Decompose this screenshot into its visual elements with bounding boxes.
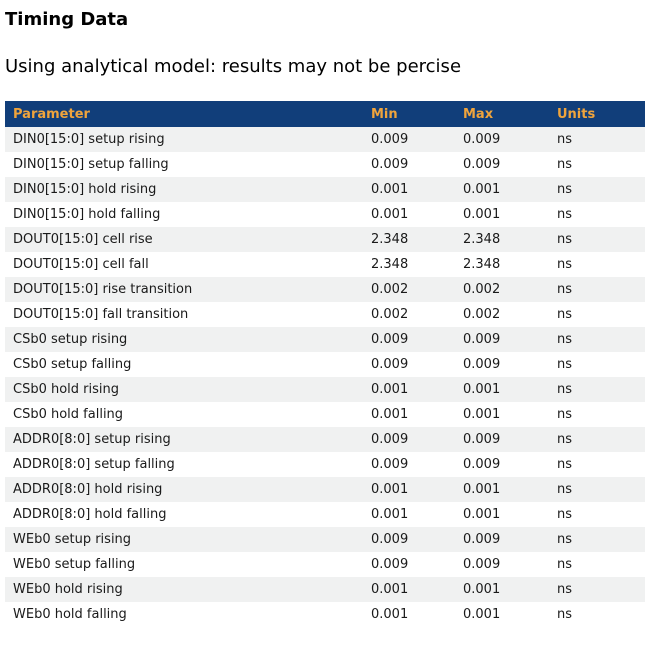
cell-parameter: DOUT0[15:0] fall transition — [13, 307, 189, 322]
table-row — [5, 377, 645, 402]
cell-units: ns — [557, 282, 573, 297]
cell-max: 0.001 — [463, 182, 501, 197]
cell-units: ns — [557, 582, 573, 597]
cell-min: 0.009 — [371, 157, 409, 172]
cell-min: 0.009 — [371, 457, 409, 472]
cell-max: 0.009 — [463, 332, 501, 347]
cell-parameter: ADDR0[8:0] hold rising — [13, 482, 163, 497]
cell-units: ns — [557, 207, 573, 222]
cell-units: ns — [557, 407, 573, 422]
page-title: Timing Data — [5, 9, 129, 30]
cell-min: 0.002 — [371, 307, 409, 322]
cell-parameter: ADDR0[8:0] hold falling — [13, 507, 167, 522]
table-header-row — [5, 101, 645, 127]
cell-parameter: DIN0[15:0] setup falling — [13, 157, 169, 172]
cell-max: 0.001 — [463, 482, 501, 497]
column-header-max: Max — [455, 101, 549, 127]
table-row — [5, 277, 645, 302]
column-header-min: Min — [363, 101, 455, 127]
cell-units: ns — [557, 332, 573, 347]
cell-parameter: DOUT0[15:0] rise transition — [13, 282, 193, 297]
cell-parameter: DIN0[15:0] hold falling — [13, 207, 161, 222]
cell-max: 0.001 — [463, 407, 501, 422]
cell-min: 0.009 — [371, 332, 409, 347]
table-row — [5, 452, 645, 477]
cell-max: 2.348 — [463, 257, 501, 272]
cell-max: 0.009 — [463, 157, 501, 172]
table-row — [5, 177, 645, 202]
table-row — [5, 527, 645, 552]
cell-parameter: WEb0 hold rising — [13, 582, 123, 597]
table-row — [5, 427, 645, 452]
table-row — [5, 402, 645, 427]
timing-table — [5, 101, 645, 627]
cell-units: ns — [557, 507, 573, 522]
table-row — [5, 227, 645, 252]
cell-parameter: CSb0 hold rising — [13, 382, 120, 397]
cell-max: 0.001 — [463, 607, 501, 622]
cell-units: ns — [557, 482, 573, 497]
table-row — [5, 577, 645, 602]
cell-max: 0.009 — [463, 357, 501, 372]
cell-min: 0.001 — [371, 382, 409, 397]
table-row — [5, 127, 645, 152]
table-body — [5, 127, 645, 627]
cell-min: 0.001 — [371, 207, 409, 222]
column-header-units: Units — [549, 101, 645, 127]
cell-min: 0.002 — [371, 282, 409, 297]
cell-parameter: ADDR0[8:0] setup falling — [13, 457, 175, 472]
cell-max: 0.001 — [463, 582, 501, 597]
cell-max: 0.002 — [463, 307, 501, 322]
table-row — [5, 502, 645, 527]
cell-units: ns — [557, 432, 573, 447]
cell-units: ns — [557, 257, 573, 272]
cell-parameter: ADDR0[8:0] setup rising — [13, 432, 171, 447]
cell-max: 0.002 — [463, 282, 501, 297]
cell-max: 0.001 — [463, 382, 501, 397]
cell-min: 0.001 — [371, 607, 409, 622]
cell-min: 0.009 — [371, 557, 409, 572]
cell-units: ns — [557, 557, 573, 572]
cell-parameter: DIN0[15:0] setup rising — [13, 132, 165, 147]
cell-max: 0.009 — [463, 132, 501, 147]
cell-units: ns — [557, 232, 573, 247]
cell-max: 0.009 — [463, 457, 501, 472]
cell-parameter: WEb0 hold falling — [13, 607, 127, 622]
cell-units: ns — [557, 132, 573, 147]
table-row — [5, 252, 645, 277]
table-row — [5, 552, 645, 577]
cell-units: ns — [557, 157, 573, 172]
column-header-parameter: Parameter — [5, 101, 363, 127]
cell-units: ns — [557, 357, 573, 372]
cell-parameter: DIN0[15:0] hold rising — [13, 182, 157, 197]
table-row — [5, 152, 645, 177]
cell-min: 0.001 — [371, 507, 409, 522]
cell-units: ns — [557, 182, 573, 197]
timing-report-page — [0, 9, 650, 627]
cell-min: 0.001 — [371, 407, 409, 422]
cell-min: 2.348 — [371, 257, 409, 272]
table-row — [5, 352, 645, 377]
cell-max: 0.009 — [463, 532, 501, 547]
table-row — [5, 602, 645, 627]
table-header — [5, 101, 645, 127]
cell-units: ns — [557, 532, 573, 547]
table-row — [5, 302, 645, 327]
page-subtitle: Using analytical model: results may not be percise — [5, 56, 462, 77]
cell-min: 0.009 — [371, 532, 409, 547]
cell-min: 0.009 — [371, 132, 409, 147]
cell-min: 0.009 — [371, 357, 409, 372]
cell-parameter: WEb0 setup rising — [13, 532, 132, 547]
cell-max: 0.001 — [463, 507, 501, 522]
cell-min: 2.348 — [371, 232, 409, 247]
cell-parameter: WEb0 setup falling — [13, 557, 136, 572]
cell-min: 0.001 — [371, 582, 409, 597]
cell-parameter: DOUT0[15:0] cell rise — [13, 232, 153, 247]
cell-units: ns — [557, 457, 573, 472]
table-row — [5, 327, 645, 352]
cell-min: 0.001 — [371, 482, 409, 497]
cell-parameter: DOUT0[15:0] cell fall — [13, 257, 149, 272]
cell-min: 0.001 — [371, 182, 409, 197]
table-row — [5, 477, 645, 502]
cell-max: 2.348 — [463, 232, 501, 247]
cell-max: 0.009 — [463, 557, 501, 572]
cell-max: 0.001 — [463, 207, 501, 222]
cell-units: ns — [557, 607, 573, 622]
cell-parameter: CSb0 setup falling — [13, 357, 132, 372]
cell-units: ns — [557, 382, 573, 397]
cell-parameter: CSb0 hold falling — [13, 407, 124, 422]
cell-min: 0.009 — [371, 432, 409, 447]
cell-parameter: CSb0 setup rising — [13, 332, 128, 347]
table-row — [5, 202, 645, 227]
cell-units: ns — [557, 307, 573, 322]
cell-max: 0.009 — [463, 432, 501, 447]
